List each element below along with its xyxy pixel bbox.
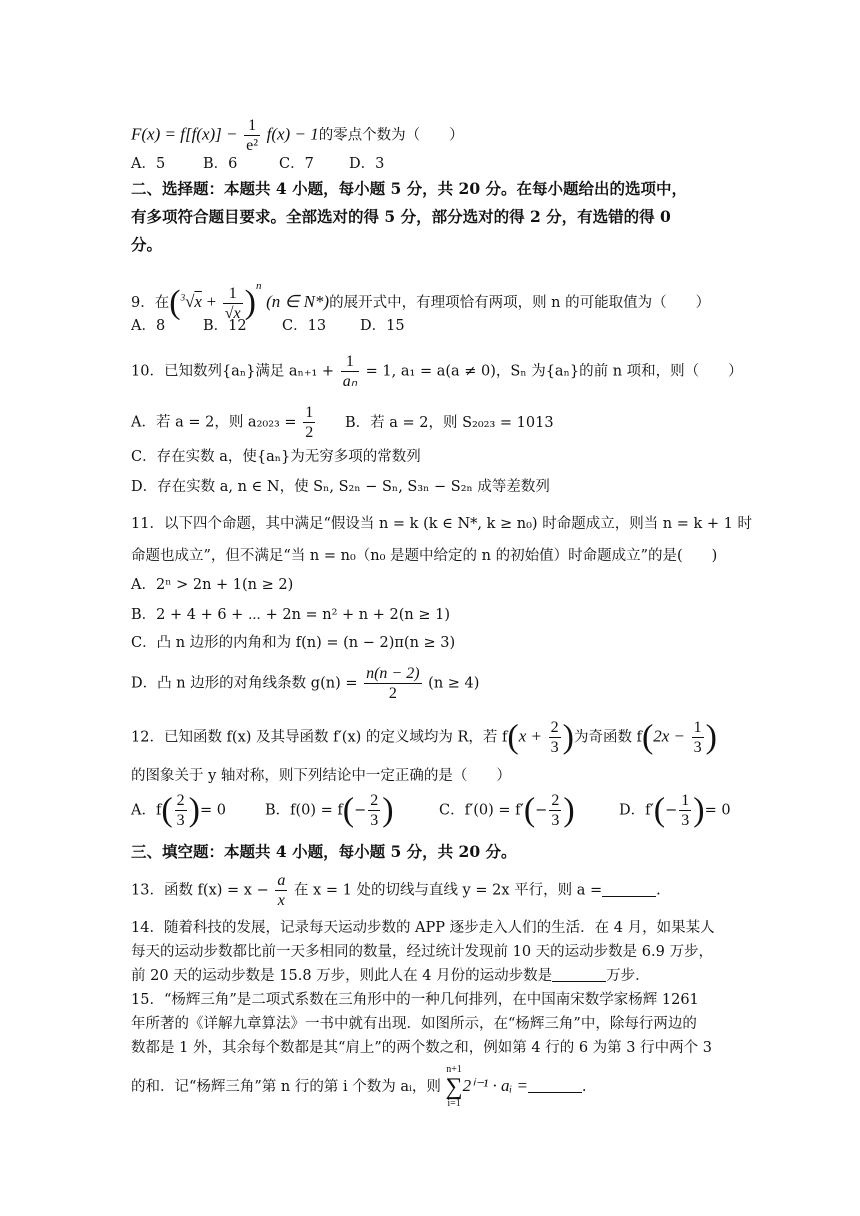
q12-option-a-paren-open: ( (161, 791, 173, 829)
q12-option-b-den: 3 (370, 812, 379, 829)
q12-option-d-label: D．f′ (619, 802, 654, 819)
q13-part1: 13．函数 f(x) = x − (131, 882, 269, 899)
q10-option-a-den: 2 (305, 424, 314, 441)
q11-option-d[interactable] (131, 664, 479, 703)
q12-option-d-den: 3 (681, 812, 690, 829)
q12-option-c-label: C．f′(0) = f′ (439, 802, 524, 819)
q12-option-b-num: 2 (370, 792, 379, 809)
q12-option-b-sign: − (354, 802, 367, 819)
q9-radicand: x (194, 292, 202, 311)
q10-option-c[interactable]: C．存在实数 a，使{aₙ}为无穷多项的常数列 (131, 449, 421, 465)
q9-num: 9．在 (131, 295, 170, 311)
q8-fraction (244, 116, 260, 155)
q13-stem (131, 871, 661, 910)
q12-stem (131, 718, 717, 757)
q12-arg2-den: 3 (693, 739, 702, 756)
q12-option-c-fraction (549, 791, 561, 830)
q12-option-a-fraction (175, 791, 187, 830)
q12-option-d-fraction (679, 791, 691, 830)
q8-stem (131, 116, 464, 155)
q12-option-b-fraction (368, 791, 380, 830)
q8-rhs: f(x) − 1 (266, 124, 319, 144)
q11-option-a[interactable]: A．2ⁿ > 2n + 1(n ≥ 2) (131, 577, 294, 593)
q12-option-a-den: 3 (176, 812, 185, 829)
q10-part2: = 1, a₁ = a(a ≠ 0)，Sₙ 为{aₙ}的前 n 项和，则（ ） (365, 363, 743, 380)
q12-paren1-open: ( (507, 718, 519, 756)
q12-arg2-num: 1 (693, 719, 702, 736)
q15-line2: 年所著的《详解九章算法》一书中就有出现．如图所示，在“杨辉三角”中，除每行两边的 (131, 1016, 697, 1032)
q8-option-a[interactable]: A．5 (131, 156, 166, 172)
q12-options (131, 791, 731, 830)
q10-option-a-text: A．若 a = 2，则 a₂₀₂₃ = (131, 414, 297, 431)
q9-power: n (255, 280, 262, 292)
q12-option-c-paren-open: ( (523, 791, 536, 829)
q12-option-c-num: 2 (551, 792, 560, 809)
q12-option-d-num: 1 (681, 792, 690, 809)
q14-line3 (131, 966, 650, 986)
q10-option-a-fraction (303, 403, 315, 442)
q11-option-d-text: D．凸 n 边形的对角线条数 g(n) = (131, 675, 358, 692)
q9-paren-open: ( (169, 284, 181, 321)
q12-option-b-paren-close: ) (382, 791, 394, 829)
section2-line1: 二、选择题：本题共 4 小题，每小题 5 分，共 20 分。在每小题给出的选项中， (131, 179, 688, 198)
q10-option-a-num: 1 (305, 404, 314, 421)
q13-frac-den: x (277, 892, 285, 909)
q9-option-c[interactable]: C．13 (282, 318, 327, 334)
q10-fraction (341, 352, 359, 391)
q15-line4 (131, 1064, 587, 1110)
q9-cuberoot: $^3$√x (180, 292, 202, 311)
q9-plus: + (206, 292, 217, 311)
sigma-icon: ∑ (445, 1074, 463, 1100)
q12-option-c[interactable] (439, 791, 619, 830)
q9-condition: (n ∈ N*) (266, 292, 330, 311)
q9-option-d[interactable]: D．15 (360, 318, 405, 334)
section2-line3: 分。 (131, 235, 163, 254)
q13-frac-num: a (277, 872, 286, 889)
q10-option-d[interactable]: D．存在实数 a, n ∈ N，使 Sₙ, S₂ₙ − Sₙ, S₃ₙ − S₂ₙ 成等差数列 (131, 479, 550, 495)
q12-paren2-open: ( (641, 718, 654, 756)
q9-frac-num: 1 (223, 284, 243, 304)
q10-options-ab (131, 403, 554, 442)
q15-summation (446, 1064, 463, 1110)
q15-answer-blank[interactable] (528, 1078, 582, 1093)
q12-arg2-fraction (692, 718, 704, 757)
q13-end: . (656, 882, 661, 899)
q12-paren1-close: ) (562, 718, 574, 756)
q9-frac-den: √x (224, 304, 241, 322)
q10-option-b[interactable]: B．若 a = 2，则 S₂₀₂₃ = 1013 (345, 414, 554, 431)
q15-line1: 15．“杨辉三角”是二项式系数在三角形中的一种几何排列，在中国南宋数学家杨辉 1261 (131, 992, 699, 1008)
q14-line3-text: 前 20 天的运动步数是 15.8 万步，则此人在 4 月份的运动步数是 (131, 968, 553, 984)
q12-option-a-label: A．f (131, 802, 162, 819)
q12-option-c-sign: − (535, 802, 548, 819)
q12-option-d-post: = 0 (704, 802, 731, 819)
q12-part1: 12．已知函数 f(x) 及其导函数 f′(x) 的定义域均为 R，若 f (131, 729, 508, 746)
q15-line4-text: 的和．记“杨辉三角”第 n 行的第 i 个数为 aᵢ，则 (131, 1079, 441, 1095)
q13-fraction (275, 871, 287, 910)
q9-option-a[interactable]: A．8 (131, 318, 166, 334)
q12-option-a-num: 2 (176, 792, 185, 809)
q12-option-b-paren-open: ( (342, 791, 355, 829)
q13-part2: 在 x = 1 处的切线与直线 y = 2x 平行，则 a = (293, 882, 603, 899)
q12-option-c-den: 3 (551, 812, 560, 829)
q11-option-b[interactable]: B．2 + 4 + 6 + ⋯ + 2n = n² + n + 2(n ≥ 1) (131, 607, 450, 623)
q14-line2: 每天的运动步数都比前一天多相同的数量，经过统计发现前 10 天的运动步数是 6.9 万步， (131, 944, 713, 960)
q9-option-b[interactable]: B．12 (203, 318, 247, 334)
section3-heading: 三、填空题：本题共 4 小题，每小题 5 分，共 20 分。 (131, 842, 517, 861)
q12-part2: 为奇函数 f (573, 729, 642, 746)
q9-paren-close: ) (244, 284, 256, 321)
q12-option-d-paren-close: ) (693, 791, 705, 829)
q11-option-d-den: 2 (388, 685, 397, 702)
q12-option-b-label: B．f(0) = f (265, 802, 343, 819)
q8-option-b[interactable]: B．6 (203, 156, 238, 172)
q8-options (131, 154, 384, 174)
q12-arg1-den: 3 (550, 739, 559, 756)
q12-paren2-close: ) (705, 718, 717, 756)
q10-part1: 10．已知数列{aₙ}满足 aₙ₊₁ + (131, 363, 335, 380)
q15-sum-upper: n+1 (446, 1064, 462, 1075)
q15-line3: 数都是 1 外，其余每个数都是其“肩上”的两个数之和，例如第 4 行的 6 为第 3 行中两个 3 (131, 1040, 712, 1056)
q12-option-a-post: = 0 (200, 802, 226, 819)
q11-option-d-fraction (364, 664, 421, 703)
q8-option-d[interactable]: D．3 (349, 156, 385, 172)
q10-frac-den: aₙ (342, 373, 358, 390)
q14-line3-unit: 万步． (606, 968, 650, 984)
q8-frac-den: e² (246, 137, 259, 154)
q14-line1: 14．随着科技的发展，记录每天运动步数的 APP 逐步走入人们的生活．在 4 月，如果某人 (131, 920, 715, 936)
q8-lhs: F(x) = f[f(x)] − (131, 124, 238, 144)
q11-line2: 命题也成立”，但不满足“当 n = n₀（n₀ 是题中给定的 n 的初始值）时命题成立”的是( ) (131, 548, 718, 564)
q12-arg1: x + (518, 726, 543, 746)
section2-line2: 有多项符合题目要求。全部选对的得 5 分，部分选对的得 2 分，有选错的得 0 (131, 207, 671, 226)
q8-frac-num: 1 (244, 116, 260, 136)
q12-option-c-paren-close: ) (563, 791, 575, 829)
q12-line2: 的图象关于 y 轴对称，则下列结论中一定正确的是（ ） (131, 768, 511, 784)
q12-option-d-paren-open: ( (653, 791, 666, 829)
q13-answer-blank[interactable] (602, 882, 656, 897)
q12-arg1-num: 2 (550, 719, 559, 736)
q9-options (131, 316, 405, 336)
q12-option-b[interactable] (265, 791, 439, 830)
q10-option-a[interactable] (131, 403, 345, 442)
q12-option-d-sign: − (665, 802, 678, 819)
q12-option-a-paren-close: ) (188, 791, 200, 829)
q12-option-d[interactable] (619, 791, 731, 830)
q11-option-d-cond: (n ≥ 4) (428, 675, 480, 692)
q15-sum-term: 2ⁱ⁻¹ · aᵢ = (462, 1076, 528, 1095)
q9-text: 的展开式中，有理项恰有两项，则 n 的可能取值为（ ） (329, 295, 711, 311)
q8-text: 的零点个数为（ ） (318, 127, 464, 144)
q15-sum-lower: i=1 (447, 1098, 461, 1109)
q8-option-c[interactable]: C．7 (279, 156, 314, 172)
q12-arg2: 2x − (653, 726, 686, 746)
q9-root-index: 3 (180, 292, 186, 303)
q10-stem (131, 352, 743, 391)
q11-option-d-num: n(n − 2) (366, 665, 420, 682)
q15-end: . (581, 1079, 587, 1095)
q12-arg1-fraction (549, 718, 561, 757)
q12-option-a[interactable] (131, 791, 265, 830)
q10-frac-num: 1 (341, 352, 359, 372)
q11-option-c[interactable]: C．凸 n 边形的内角和为 f(n) = (n − 2)π(n ≥ 3) (131, 635, 456, 651)
q11-line1: 11．以下四个命题，其中满足“假设当 n = k (k ∈ N*, k ≥ n₀) 时命题成立，则当 n = k + 1 时 (131, 516, 752, 532)
q14-answer-blank[interactable] (552, 967, 606, 982)
